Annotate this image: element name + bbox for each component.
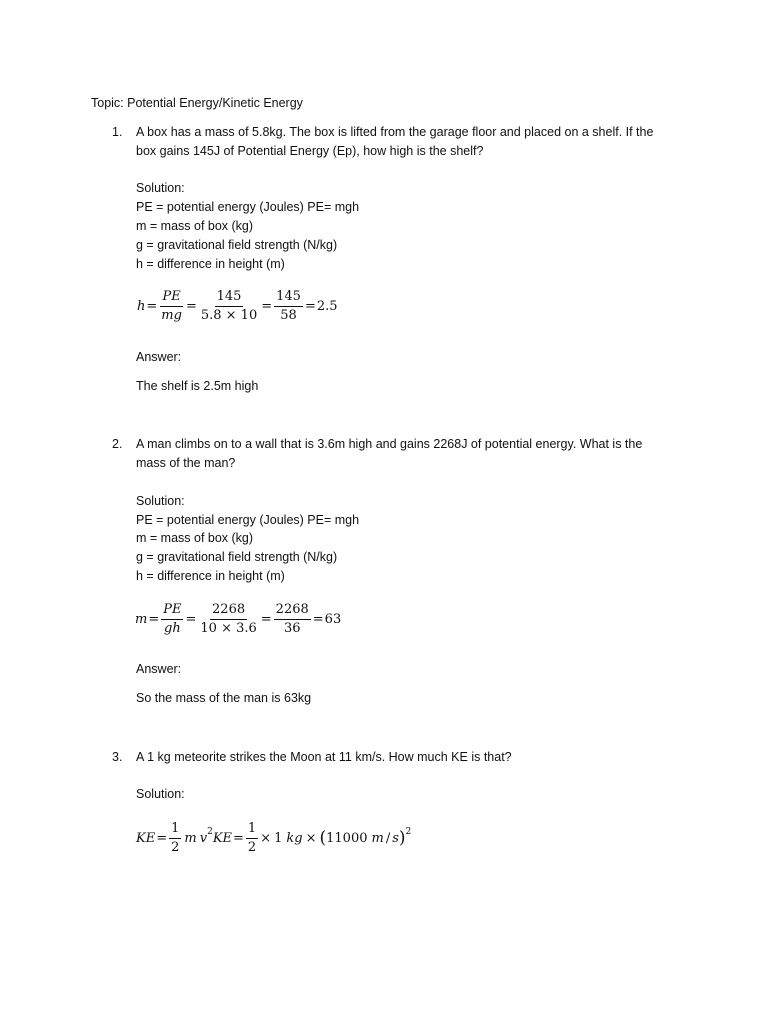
equation: KE = $\frac{1}{2}$ m v 2 KE = $\frac{1}{2}$ × 1 kg × ( 11000 m / s ) 2 [136, 821, 412, 855]
fraction [161, 603, 183, 636]
question-number: 2. [112, 437, 123, 451]
fraction [199, 290, 259, 323]
numerator: 145 [274, 290, 303, 307]
question-text: A man climbs on to a wall that is 3.6m high and gains 2268J of potential energy. What is the [136, 437, 643, 451]
definition-line: g = gravitational field strength (N/kg) [136, 550, 338, 564]
numerator: 2268 [210, 603, 247, 620]
operator: × [305, 831, 317, 846]
eq-term: 11000 [326, 831, 368, 846]
answer-label: Answer: [136, 350, 182, 364]
equation: m = $\frac{PE}{gh}$ = $\frac{2268}{10 \times 3.6}$ = $\frac{2268}{36}$ = 63 [135, 602, 342, 636]
denominator: mg [161, 308, 182, 323]
fraction [246, 822, 258, 855]
eq-term: m [184, 831, 197, 846]
definition-line: m = mass of box (kg) [136, 531, 254, 545]
numerator: 2268 [274, 603, 311, 620]
answer-text: The shelf is 2.5m high [136, 379, 259, 393]
answer-label: Answer: [136, 662, 182, 676]
question-text: A box has a mass of 5.8kg. The box is lifted from the garage floor and placed on a shelf. If the [136, 125, 654, 139]
exponent: 2 [207, 826, 213, 837]
fraction [274, 603, 311, 636]
eq-result: 2.5 [316, 299, 338, 314]
numerator: PE [161, 603, 183, 620]
numerator: PE [160, 290, 182, 307]
solution-label: Solution: [136, 787, 185, 801]
operator: × [260, 831, 272, 846]
definition-line: h = difference in height (m) [136, 569, 285, 583]
denominator: 58 [280, 308, 297, 323]
fraction [159, 290, 184, 323]
fraction [274, 290, 303, 323]
question-text: box gains 145J of Potential Energy (Ep), how high is the shelf? [136, 144, 484, 158]
definition-line: g = gravitational field strength (N/kg) [136, 238, 338, 252]
solution-label: Solution: [136, 181, 185, 195]
numerator: 145 [215, 290, 244, 307]
eq-lhs: h [137, 299, 146, 314]
fraction [198, 603, 258, 636]
definition-line: h = difference in height (m) [136, 257, 285, 271]
definition-line: PE = potential energy (Joules) PE= mgh [136, 200, 360, 214]
denominator: 10 × 3.6 [200, 621, 257, 636]
exponent: 2 [405, 826, 412, 837]
eq-term: KE [212, 831, 233, 846]
question-text: A 1 kg meteorite strikes the Moon at 11 km/s. How much KE is that? [136, 750, 512, 764]
answer-text: So the mass of the man is 63kg [136, 691, 312, 705]
denominator: 2 [247, 840, 257, 855]
eq-term: s [392, 831, 399, 846]
definition-line: m = mass of box (kg) [136, 219, 254, 233]
question-number: 3. [112, 750, 123, 764]
definition-line: PE = potential energy (Joules) PE= mgh [136, 513, 360, 527]
denominator: 5.8 × 10 [200, 308, 258, 323]
topic-heading: Topic: Potential Energy/Kinetic Energy [91, 96, 303, 110]
numerator: 1 [169, 822, 181, 839]
eq-term: KE [136, 831, 156, 846]
eq-term: v [199, 831, 208, 846]
eq-term: kg [286, 831, 303, 846]
numerator: 1 [246, 822, 258, 839]
denominator: gh [164, 621, 181, 636]
eq-term: m [371, 831, 384, 846]
solution-label: Solution: [136, 494, 185, 508]
question-text: mass of the man? [136, 456, 236, 470]
denominator: 2 [171, 840, 180, 855]
fraction [169, 822, 181, 855]
denominator: 36 [283, 621, 301, 636]
eq-result: 63 [324, 612, 342, 627]
eq-lhs: m [135, 612, 148, 627]
question-number: 1. [112, 125, 123, 139]
eq-term: 1 [274, 831, 283, 846]
equation: h = $\frac{PE}{mg}$ = $\frac{145}{5.8 \times 10}$ = $\frac{145}{58}$ = 2.5 [137, 289, 338, 323]
